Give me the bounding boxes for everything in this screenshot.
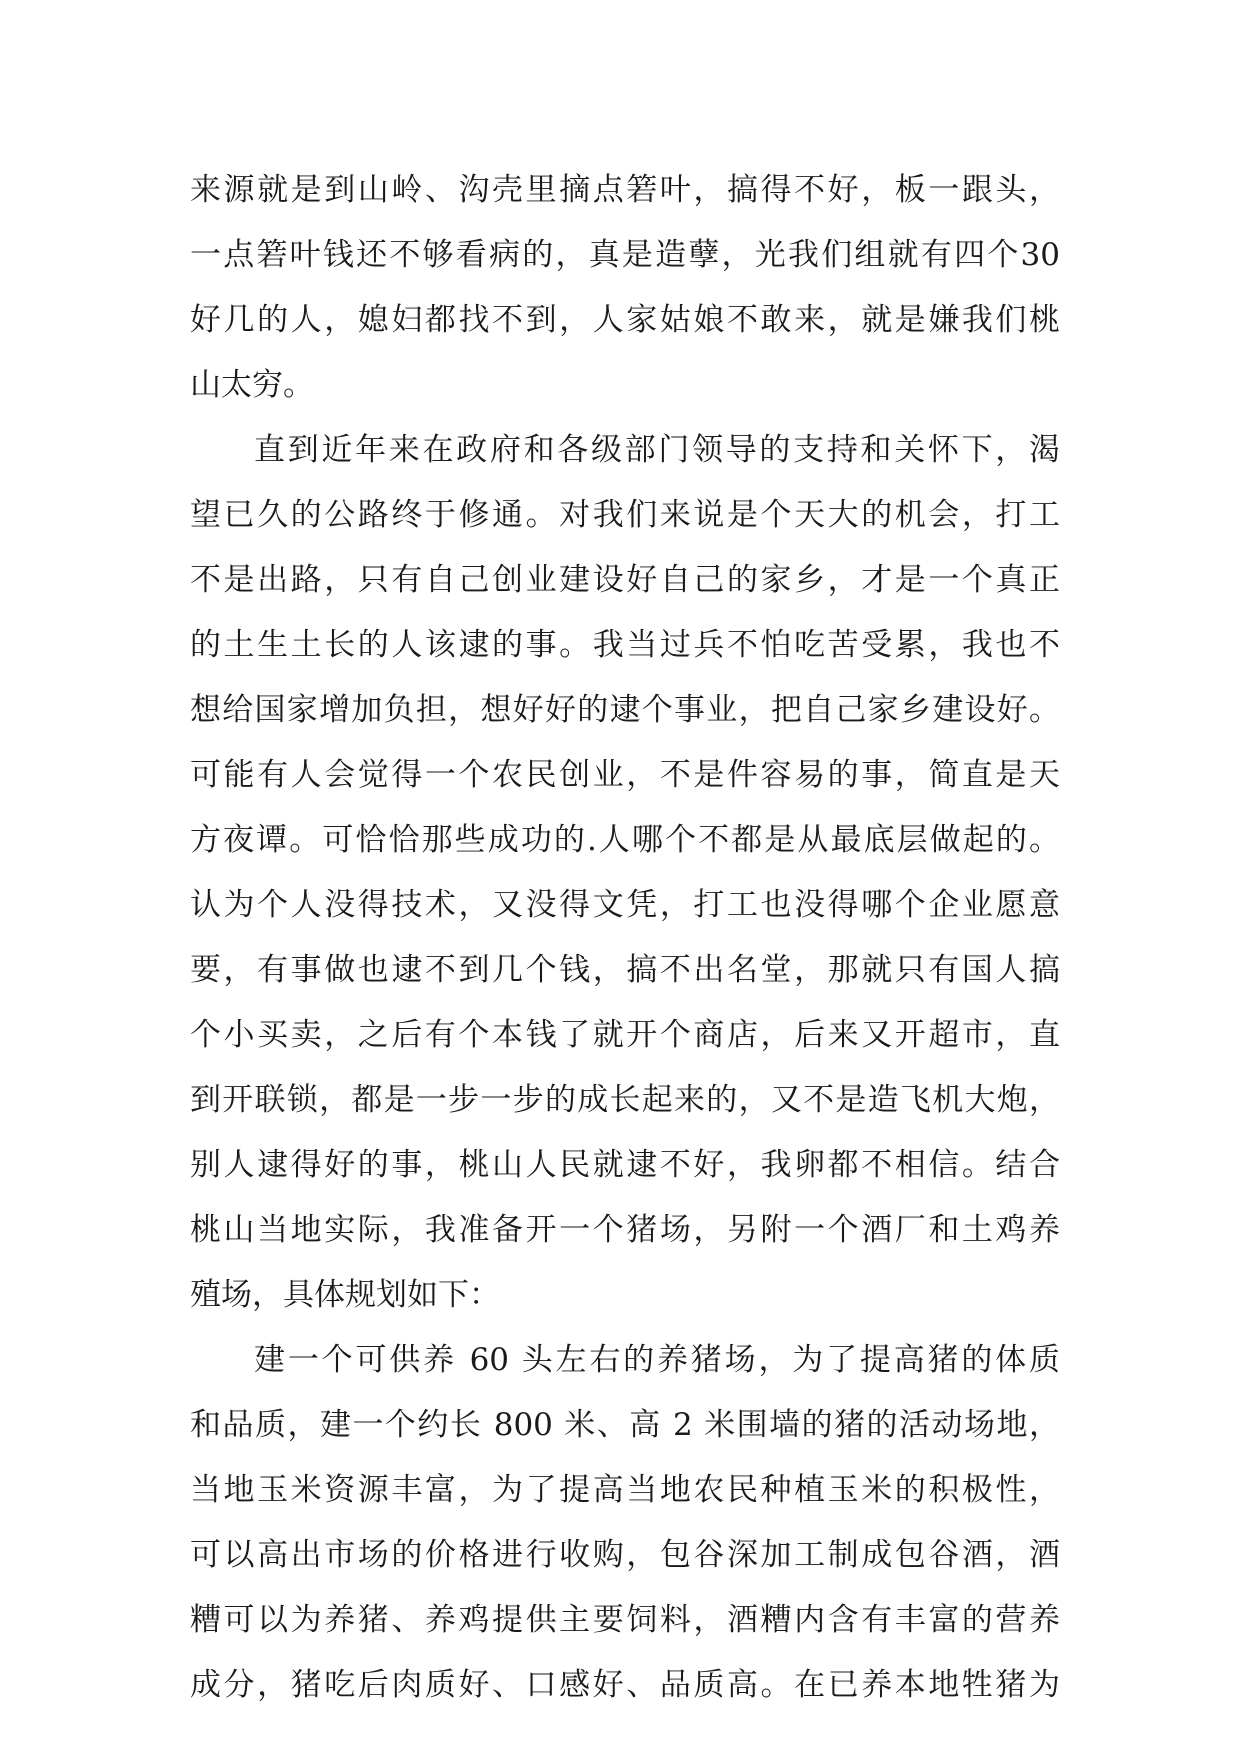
- text-line: 糟可以为养猪、养鸡提供主要饲料，酒糟内含有丰富的营养: [190, 1602, 1060, 1638]
- text-line: 来源就是到山岭、沟壳里摘点箬叶，搞得不好，板一跟头，: [190, 172, 1060, 208]
- text-line: 一点箬叶钱还不够看病的，真是造孽，光我们组就有四个30: [190, 237, 1060, 273]
- text-line: 殖场，具体规划如下：: [190, 1277, 500, 1313]
- text-line: 想给国家增加负担，想好好的逮个事业，把自己家乡建设好。: [190, 692, 1060, 728]
- text-line: 的土生土长的人该逮的事。我当过兵不怕吃苦受累，我也不: [190, 627, 1060, 663]
- text-line: 望已久的公路终于修通。对我们来说是个天大的机会，打工: [190, 497, 1060, 533]
- document-body: [190, 158, 1060, 1718]
- text-line: 到开联锁，都是一步一步的成长起来的，又不是造飞机大炮，: [190, 1082, 1060, 1118]
- text-line: 方夜谭。可恰恰那些成功的.人哪个不都是从最底层做起的。: [190, 822, 1060, 858]
- text-line: 好几的人，媳妇都找不到，人家姑娘不敢来，就是嫌我们桃: [190, 302, 1060, 338]
- text-line: 不是出路，只有自己创业建设好自己的家乡，才是一个真正: [190, 562, 1060, 598]
- text-line: 建一个可供养 60 头左右的养猪场，为了提高猪的体质: [254, 1342, 1060, 1378]
- text-line: 个小买卖，之后有个本钱了就开个商店，后来又开超市，直: [190, 1017, 1060, 1053]
- text-line: 成分，猪吃后肉质好、口感好、品质高。在已养本地牲猪为: [190, 1667, 1060, 1703]
- text-line: 当地玉米资源丰富，为了提高当地农民种植玉米的积极性，: [190, 1472, 1060, 1508]
- text-line: 别人逮得好的事，桃山人民就逮不好，我卵都不相信。结合: [190, 1147, 1060, 1183]
- text-line: 山太穷。: [190, 367, 314, 403]
- text-line: 桃山当地实际，我准备开一个猪场，另附一个酒厂和土鸡养: [190, 1212, 1060, 1248]
- text-line: 和品质，建一个约长 800 米、高 2 米围墙的猪的活动场地，: [190, 1407, 1060, 1443]
- text-line: 可能有人会觉得一个农民创业，不是件容易的事，简直是天: [190, 757, 1060, 793]
- text-line: 直到近年来在政府和各级部门领导的支持和关怀下，渴: [254, 432, 1060, 468]
- text-line: 认为个人没得技术，又没得文凭，打工也没得哪个企业愿意: [190, 887, 1060, 923]
- text-line: 要，有事做也逮不到几个钱，搞不出名堂，那就只有国人搞: [190, 952, 1060, 988]
- text-line: 可以高出市场的价格进行收购，包谷深加工制成包谷酒，酒: [190, 1537, 1060, 1573]
